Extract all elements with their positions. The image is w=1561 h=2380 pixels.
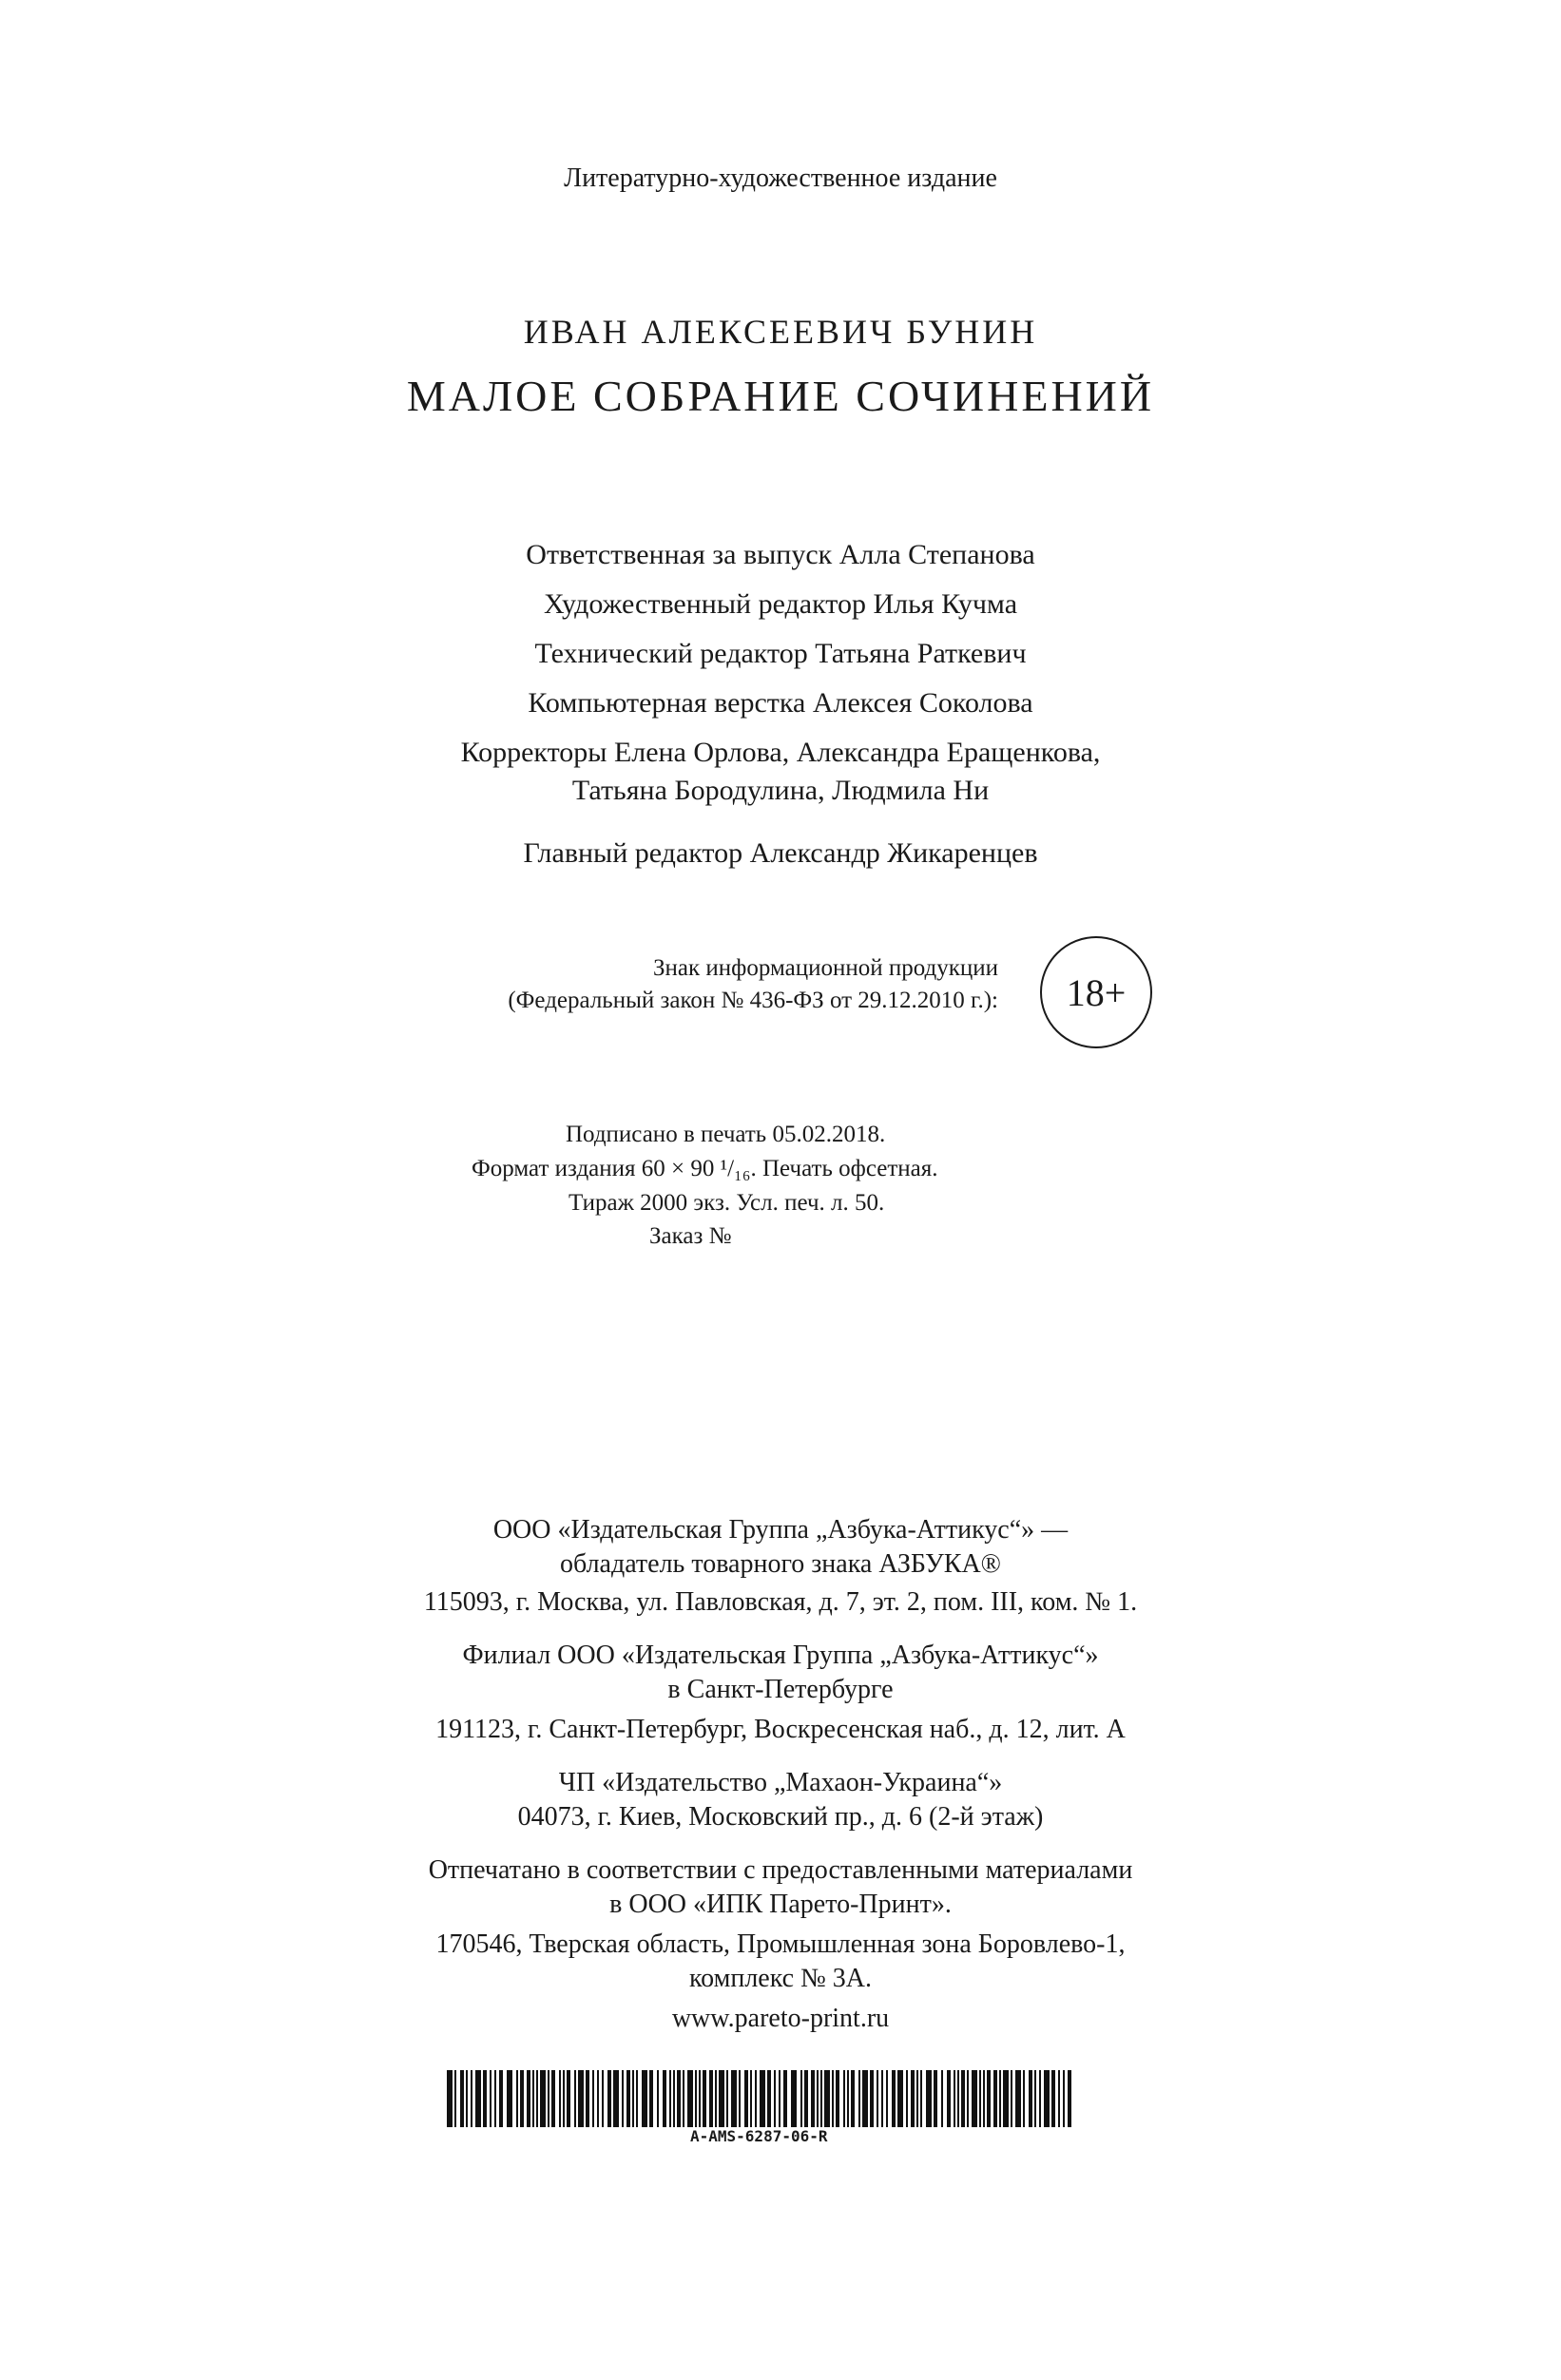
credit-line: Компьютерная верстка Алексея Соколова bbox=[528, 687, 1033, 719]
print-order: Заказ № bbox=[649, 1223, 732, 1249]
publisher-line: 191123, г. Санкт-Петербург, Воскресенская наб., д. 12, лит. А bbox=[435, 1715, 1126, 1744]
edition-type: Литературно-художественное издание bbox=[564, 163, 997, 193]
publisher-line: ООО «Издательская Группа „Азбука-Аттикус“» — bbox=[492, 1515, 1069, 1545]
publisher-line: 04073, г. Киев, Московский пр., д. 6 (2-й этаж) bbox=[517, 1802, 1044, 1832]
credit-line: Художественный редактор Илья Кучма bbox=[543, 588, 1018, 620]
credit-line: Главный редактор Александр Жикаренцев bbox=[523, 837, 1038, 869]
publisher-line: ЧП «Издательство „Махаон-Украина“» bbox=[558, 1768, 1003, 1797]
publisher-line: 115093, г. Москва, ул. Павловская, д. 7, эт. 2, пом. III, ком. № 1. bbox=[423, 1587, 1138, 1617]
publisher-line: Отпечатано в соответствии с предоставленными материалами bbox=[428, 1855, 1133, 1885]
publisher-line: в Санкт-Петербурге bbox=[667, 1675, 894, 1704]
author-name: ИВАН АЛЕКСЕЕВИЧ БУНИН bbox=[523, 313, 1038, 351]
print-circulation: Тираж 2000 экз. Усл. печ. л. 50. bbox=[569, 1190, 885, 1216]
age-rating-line2: (Федеральный закон № 436-ФЗ от 29.12.2010 г.): bbox=[508, 988, 998, 1013]
credit-line: Ответственная за выпуск Алла Степанова bbox=[526, 539, 1035, 570]
barcode-code: A-AMS-6287-06-R bbox=[684, 2127, 834, 2145]
credit-line: Технический редактор Татьяна Раткевич bbox=[534, 638, 1027, 669]
age-rating-line1: Знак информационной продукции bbox=[652, 955, 998, 981]
print-format: Формат издания 60 × 90 ¹/₁₆. Печать офсетная. bbox=[472, 1156, 938, 1181]
book-title: МАЛОЕ СОБРАНИЕ СОЧИНЕНИЙ bbox=[406, 372, 1155, 420]
publisher-line: www.pareto-print.ru bbox=[671, 2004, 890, 2033]
publisher-line: 170546, Тверская область, Промышленная зона Боровлево-1, bbox=[435, 1929, 1126, 1959]
age-rating-badge bbox=[1040, 936, 1152, 1048]
barcode-bars bbox=[447, 2070, 1074, 2127]
credit-line: Корректоры Елена Орлова, Александра Еращенкова, bbox=[460, 737, 1101, 768]
publisher-line: в ООО «ИПК Парето-Принт». bbox=[609, 1890, 952, 1919]
publisher-line: комплекс № 3А. bbox=[688, 1964, 873, 1993]
age-rating-label bbox=[390, 952, 998, 1017]
publisher-line: Филиал ООО «Издательская Группа „Азбука-Аттикус“» bbox=[462, 1641, 1099, 1670]
print-signed: Подписано в печать 05.02.2018. bbox=[566, 1122, 886, 1147]
credit-line: Татьяна Бородулина, Людмила Ни bbox=[571, 775, 990, 806]
age-rating-value: 18+ bbox=[1066, 970, 1127, 1014]
publisher-line: обладатель товарного знака АЗБУКА® bbox=[560, 1549, 1001, 1579]
barcode bbox=[447, 2070, 1074, 2158]
